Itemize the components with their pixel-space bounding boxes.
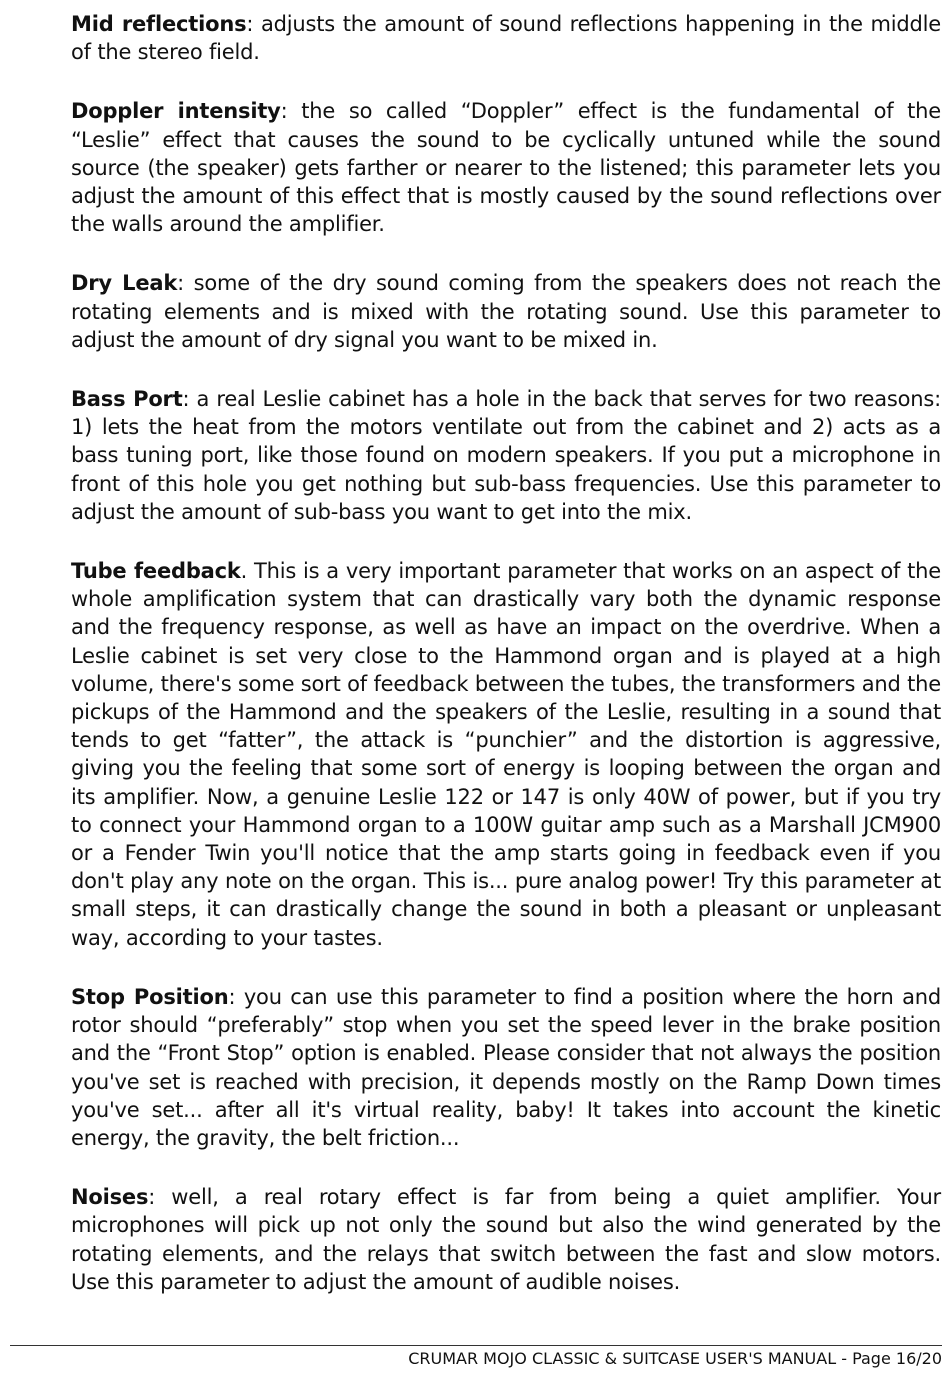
param-separator: : <box>148 1185 156 1210</box>
param-description: a real Leslie cabinet has a hole in the back that serves for two reasons: 1) lets the heat from the motors ventilate out from the cabinet and 2) acts as a bass tuning port, like those found on modern speakers. If you put a microphone in front of this hole you get nothing but sub-bass frequencies. Use this parameter to adjust the amount of sub-bass you want to get into the mix. <box>71 387 941 524</box>
param-term: Noises <box>71 1185 149 1210</box>
page-footer: CRUMAR MOJO CLASSIC & SUITCASE USER'S MANUAL - Page 16/20 <box>408 1349 942 1368</box>
param-description: some of the dry sound coming from the speakers does not reach the rotating elements and is mixed with the rotating sound. Use this parameter to adjust the amount of dry signal you want to be mixed in. <box>71 271 941 352</box>
param-bass-port <box>71 385 941 526</box>
param-term: Mid reflections <box>71 12 247 36</box>
param-noises <box>71 1183 941 1296</box>
manual-body <box>71 10 941 1327</box>
param-tube-feedback <box>71 557 941 952</box>
param-separator: : <box>246 12 254 36</box>
param-mid-reflections <box>71 10 941 66</box>
param-separator: : <box>228 984 236 1009</box>
param-dry-leak <box>71 269 941 354</box>
param-separator: . <box>240 559 248 584</box>
param-term: Bass Port <box>71 387 183 412</box>
param-term: Doppler intensity <box>71 99 281 124</box>
param-separator: : <box>177 271 184 296</box>
param-term: Stop Position <box>71 984 229 1009</box>
param-doppler-intensity <box>71 97 941 238</box>
param-term: Tube feedback <box>71 559 241 584</box>
param-description: you can use this parameter to find a position where the horn and rotor should “preferably” stop when you set the speed lever in the brake position and the “Front Stop” option is enabled. Please consider that not always the position you've set is reached with precision, it depends mostly on the Ramp Down times you've set... after all it's virtual reality, baby! It takes into account the kinetic energy, the gravity, the belt friction... <box>71 984 941 1150</box>
param-term: Dry Leak <box>71 271 178 296</box>
param-description: adjusts the amount of sound reflections happening in the middle of the stereo field. <box>71 12 941 65</box>
param-separator: : <box>280 99 288 124</box>
param-separator: : <box>182 387 190 412</box>
param-description: well, a real rotary effect is far from being a quiet amplifier. Your microphones will pick up not only the sound but also the wind generated by the rotating elements, and the relays that switch between the fast and slow motors. Use this parameter to adjust the amount of audible noises. <box>71 1185 941 1294</box>
param-stop-position <box>71 983 941 1152</box>
footer-divider <box>10 1345 942 1346</box>
param-description: the so called “Doppler” effect is the fundamental of the “Leslie” effect that causes the sound to be cyclically untuned while the sound source (the speaker) gets farther or nearer to the listened; this parameter lets you adjust the amount of this effect that is mostly caused by the sound reflections over the walls around the amplifier. <box>71 99 942 237</box>
param-description: This is a very important parameter that works on an aspect of the whole amplification system that can drastically vary both the dynamic response and the frequency response, as well as have an impact on the overdrive. When a Leslie cabinet is set very close to the Hammond organ and is played at a high volume, there's some sort of feedback between the tubes, the transformers and the pickups of the Hammond and the speakers of the Leslie, resulting in a sound that tends to get “fatter”, the attack is “punchier” and the distortion is aggressive, giving you the feeling that some sort of energy is looping between the organ and its amplifier. Now, a genuine Leslie 122 or 147 is only 40W of power, but if you try to connect your Hammond organ to a 100W guitar amp such as a Marshall JCM900 or a Fender Twin you'll notice that the amp starts going in feedback even if you don't play any note on the organ. This is... pure analog power! Try this parameter at small steps, it can drastically change the sound in both a pleasant or unpleasant way, according to your tastes. <box>71 559 941 950</box>
